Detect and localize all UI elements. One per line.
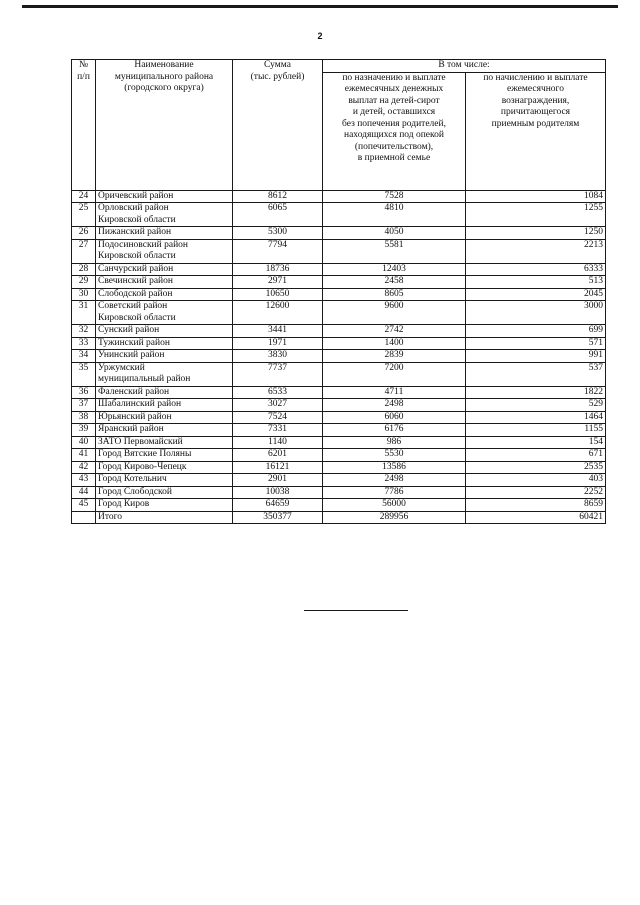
row-number: 28 <box>72 263 96 276</box>
row-number: 39 <box>72 424 96 437</box>
district-name-line: Унинский район <box>98 350 165 360</box>
district-name <box>96 461 233 474</box>
district-name-line: ЗАТО Первомайский <box>98 436 183 447</box>
sum-cell: 18736 <box>233 263 323 276</box>
bottom-rule <box>304 610 408 611</box>
foster-remuneration-cell: 991 <box>466 350 606 363</box>
foster-remuneration-cell: 3000 <box>466 301 606 325</box>
district-name <box>96 263 233 276</box>
table-row <box>72 474 606 487</box>
sum-cell: 2901 <box>233 474 323 487</box>
table-row <box>72 203 606 227</box>
table-row <box>72 362 606 386</box>
orphan-payments-cell: 5581 <box>323 239 466 263</box>
district-name-line: Город Слободской <box>98 486 172 497</box>
district-name <box>96 449 233 462</box>
sum-cell: 6065 <box>233 203 323 227</box>
district-name <box>96 239 233 263</box>
district-name <box>96 227 233 240</box>
orphan-payments-cell: 7786 <box>323 486 466 499</box>
total-label: Итого <box>96 511 233 524</box>
district-name-line: Город Киров <box>98 499 150 509</box>
sum-cell: 6201 <box>233 449 323 462</box>
foster-remuneration-cell: 1084 <box>466 190 606 203</box>
orphan-payments-cell: 2498 <box>323 474 466 487</box>
district-name-line: Город Вятские Поляны <box>98 449 192 459</box>
table-row <box>72 399 606 412</box>
foster-remuneration-cell: 699 <box>466 325 606 338</box>
district-name <box>96 436 233 449</box>
orphan-payments-cell: 8605 <box>323 288 466 301</box>
foster-remuneration-cell: 1255 <box>466 203 606 227</box>
table-row <box>72 337 606 350</box>
district-name <box>96 399 233 412</box>
header-foster-remuneration: по начислению и выплате ежемесячного вознаграждения, причитающегося приемным родителям <box>466 72 606 190</box>
table-row <box>72 239 606 263</box>
foster-remuneration-cell: 513 <box>466 276 606 289</box>
district-name <box>96 337 233 350</box>
district-name-line: Кировской области <box>98 251 176 261</box>
table-row <box>72 486 606 499</box>
table-row <box>72 288 606 301</box>
foster-remuneration-cell: 529 <box>466 399 606 412</box>
district-name-line: Сунский район <box>98 325 160 335</box>
orphan-payments-cell: 2839 <box>323 350 466 363</box>
sum-cell: 7737 <box>233 362 323 386</box>
district-name <box>96 486 233 499</box>
orphan-payments-cell: 2742 <box>323 325 466 338</box>
orphan-payments-cell: 7528 <box>323 190 466 203</box>
sum-cell: 3441 <box>233 325 323 338</box>
orphan-payments-cell: 56000 <box>323 499 466 512</box>
district-name <box>96 301 233 325</box>
page-number: 2 <box>317 31 323 41</box>
row-number: 36 <box>72 386 96 399</box>
district-name-line: Город Котельнич <box>98 474 167 484</box>
sum-cell: 1971 <box>233 337 323 350</box>
district-name <box>96 350 233 363</box>
row-number: 25 <box>72 203 96 227</box>
table-row <box>72 263 606 276</box>
total-foster-remuneration: 60421 <box>466 511 606 524</box>
orphan-payments-cell: 6060 <box>323 411 466 424</box>
table-row <box>72 386 606 399</box>
table-row <box>72 411 606 424</box>
row-number: 44 <box>72 486 96 499</box>
district-name-line: Шабалинский район <box>98 399 182 409</box>
district-name-line: Кировской области <box>98 214 176 225</box>
header-orphan-payments: по назначению и выплате ежемесячных денежных выплат на детей-сирот и детей, оставшихся без попечения родителей, находящихся под опекой (попечительством), в приемной семье <box>323 72 466 190</box>
foster-remuneration-cell: 8659 <box>466 499 606 512</box>
district-name <box>96 190 233 203</box>
total-orphan-payments: 289956 <box>323 511 466 524</box>
table-row <box>72 449 606 462</box>
foster-remuneration-cell: 6333 <box>466 263 606 276</box>
row-number: 27 <box>72 239 96 263</box>
district-name-line: муниципальный район <box>98 374 191 384</box>
row-number: 32 <box>72 325 96 338</box>
sum-cell: 3027 <box>233 399 323 412</box>
sum-cell: 6533 <box>233 386 323 399</box>
row-number: 35 <box>72 362 96 386</box>
foster-remuneration-cell: 1250 <box>466 227 606 240</box>
district-name <box>96 276 233 289</box>
table-header <box>72 60 606 191</box>
foster-remuneration-cell: 571 <box>466 337 606 350</box>
orphan-payments-cell: 5530 <box>323 449 466 462</box>
row-number: 43 <box>72 474 96 487</box>
row-number: 42 <box>72 461 96 474</box>
table-row <box>72 436 606 449</box>
header-num: № п/п <box>72 60 96 191</box>
row-number: 34 <box>72 350 96 363</box>
district-name-line: Уржумский <box>98 362 145 373</box>
table-row <box>72 325 606 338</box>
total-sum: 350377 <box>233 511 323 524</box>
district-name <box>96 362 233 386</box>
row-number: 26 <box>72 227 96 240</box>
foster-remuneration-cell: 2535 <box>466 461 606 474</box>
orphan-payments-cell: 9600 <box>323 301 466 325</box>
sum-cell: 8612 <box>233 190 323 203</box>
row-number: 30 <box>72 288 96 301</box>
foster-remuneration-cell: 2252 <box>466 486 606 499</box>
table-row <box>72 350 606 363</box>
orphan-payments-cell: 1400 <box>323 337 466 350</box>
foster-remuneration-cell: 2213 <box>466 239 606 263</box>
top-rule <box>22 5 618 8</box>
sum-cell: 3830 <box>233 350 323 363</box>
district-name <box>96 499 233 512</box>
sum-cell: 7331 <box>233 424 323 437</box>
district-name-line: Город Кирово-Чепецк <box>98 461 187 472</box>
sum-cell: 12600 <box>233 301 323 325</box>
total-row <box>72 511 606 524</box>
header-sum: Сумма (тыс. рублей) <box>233 60 323 191</box>
foster-remuneration-cell: 671 <box>466 449 606 462</box>
total-num-cell <box>72 511 96 524</box>
district-name <box>96 325 233 338</box>
district-name <box>96 411 233 424</box>
sum-cell: 2971 <box>233 276 323 289</box>
foster-remuneration-cell: 1155 <box>466 424 606 437</box>
foster-remuneration-cell: 537 <box>466 362 606 386</box>
table-row <box>72 276 606 289</box>
district-name-line: Фаленский район <box>98 386 170 397</box>
orphan-payments-cell: 4050 <box>323 227 466 240</box>
sum-cell: 1140 <box>233 436 323 449</box>
district-name-line: Санчурский район <box>98 263 174 274</box>
orphan-payments-cell: 12403 <box>323 263 466 276</box>
orphan-payments-cell: 7200 <box>323 362 466 386</box>
orphan-payments-cell: 986 <box>323 436 466 449</box>
district-name-line: Слободской район <box>98 288 173 299</box>
district-name-line: Подосиновский район <box>98 239 188 250</box>
district-name-line: Пижанский район <box>98 227 172 237</box>
orphan-payments-cell: 6176 <box>323 424 466 437</box>
row-number: 38 <box>72 411 96 424</box>
orphan-payments-cell: 4711 <box>323 386 466 399</box>
district-name-line: Орловский район <box>98 203 169 213</box>
table-row <box>72 461 606 474</box>
row-number: 40 <box>72 436 96 449</box>
orphan-payments-cell: 4810 <box>323 203 466 227</box>
sum-cell: 5300 <box>233 227 323 240</box>
budget-table <box>71 59 606 524</box>
orphan-payments-cell: 2458 <box>323 276 466 289</box>
table-row <box>72 424 606 437</box>
foster-remuneration-cell: 154 <box>466 436 606 449</box>
foster-remuneration-cell: 1822 <box>466 386 606 399</box>
row-number: 29 <box>72 276 96 289</box>
row-number: 33 <box>72 337 96 350</box>
district-name-line: Юрьянский район <box>98 411 172 422</box>
sum-cell: 10038 <box>233 486 323 499</box>
table-row <box>72 190 606 203</box>
row-number: 45 <box>72 499 96 512</box>
sum-cell: 64659 <box>233 499 323 512</box>
orphan-payments-cell: 13586 <box>323 461 466 474</box>
foster-remuneration-cell: 1464 <box>466 411 606 424</box>
district-name-line: Тужинский район <box>98 337 170 348</box>
row-number: 31 <box>72 301 96 325</box>
table-row <box>72 499 606 512</box>
district-name-line: Кировской области <box>98 312 176 323</box>
foster-remuneration-cell: 403 <box>466 474 606 487</box>
district-name <box>96 424 233 437</box>
district-name-line: Оричевский район <box>98 190 174 201</box>
table-body <box>72 190 606 511</box>
sum-cell: 10650 <box>233 288 323 301</box>
district-name-line: Свечинский район <box>98 276 173 286</box>
foster-remuneration-cell: 2045 <box>466 288 606 301</box>
table-row <box>72 301 606 325</box>
district-name-line: Советский район <box>98 301 168 311</box>
header-name: Наименование муниципального района (городского округа) <box>96 60 233 191</box>
sum-cell: 7794 <box>233 239 323 263</box>
header-including: В том числе: <box>323 60 606 73</box>
district-name <box>96 288 233 301</box>
row-number: 24 <box>72 190 96 203</box>
district-name-line: Яранский район <box>98 424 164 434</box>
sum-cell: 7524 <box>233 411 323 424</box>
sum-cell: 16121 <box>233 461 323 474</box>
district-name <box>96 203 233 227</box>
row-number: 41 <box>72 449 96 462</box>
district-name <box>96 386 233 399</box>
orphan-payments-cell: 2498 <box>323 399 466 412</box>
district-name <box>96 474 233 487</box>
table-row <box>72 227 606 240</box>
row-number: 37 <box>72 399 96 412</box>
